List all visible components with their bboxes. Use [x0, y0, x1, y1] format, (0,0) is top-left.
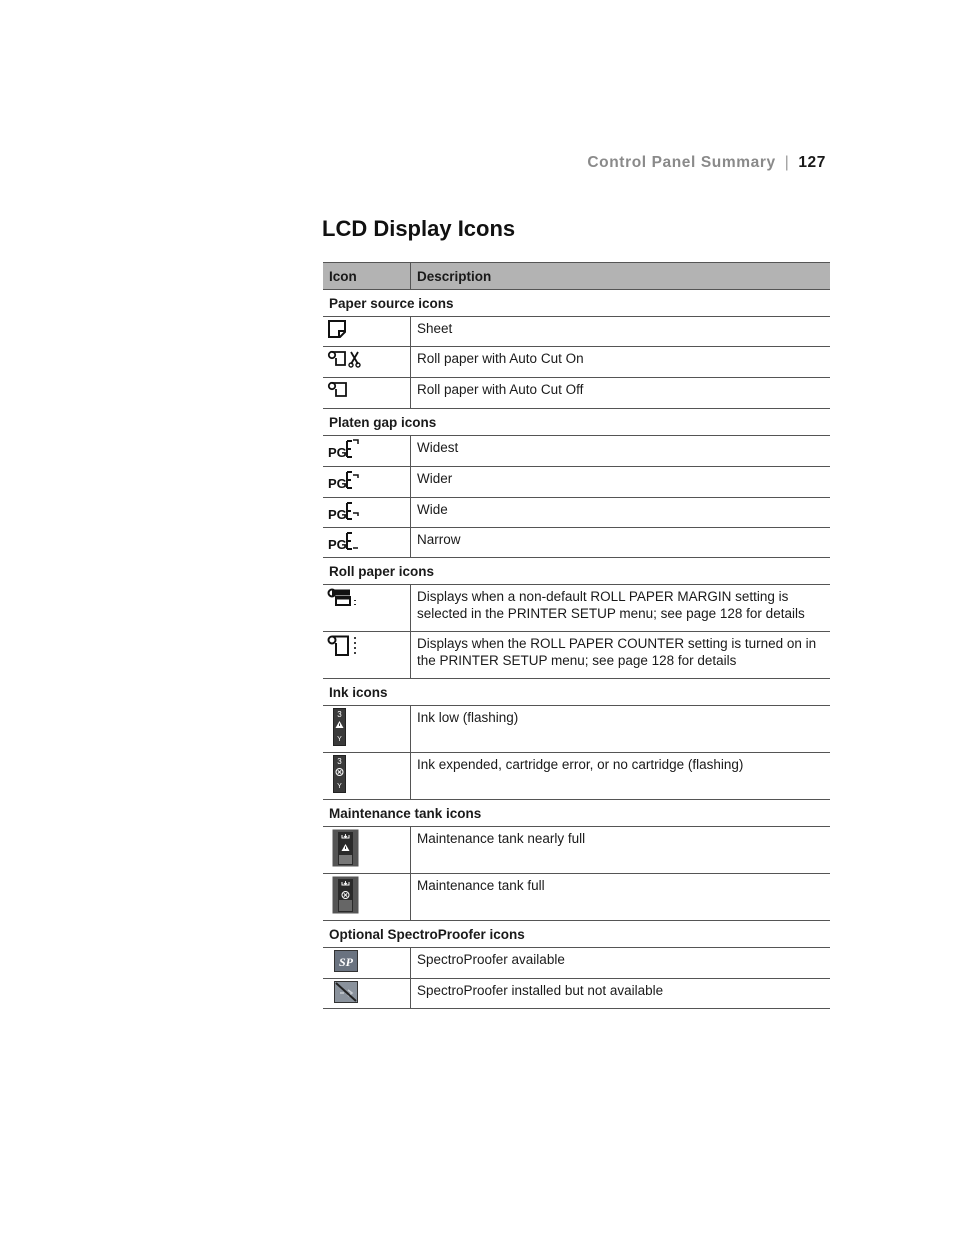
platen-gap-widest-icon	[327, 438, 406, 460]
table-header-row	[323, 263, 830, 290]
ink-slot-number: 3	[337, 757, 342, 766]
section-label: Maintenance tank icons	[323, 800, 830, 827]
spectroproofer-available-icon	[334, 950, 406, 972]
section-label: Platen gap icons	[323, 409, 830, 436]
table-row	[323, 436, 830, 467]
maintenance-tank-nearly-full-icon	[332, 829, 406, 867]
section-row	[323, 409, 830, 436]
row-description: SpectroProofer available	[411, 948, 831, 979]
row-description: Displays when the ROLL PAPER COUNTER setting is turned on in the PRINTER SETUP menu; see page 128 for details	[411, 632, 831, 679]
spectroproofer-unavailable-icon	[334, 981, 406, 1003]
row-description: Ink expended, cartridge error, or no cartridge (flashing)	[411, 753, 831, 800]
roll-paper-margin-icon	[327, 587, 406, 609]
table-row	[323, 585, 830, 632]
table-row	[323, 706, 830, 753]
icons-table	[323, 262, 830, 1009]
row-description: Roll paper with Auto Cut On	[411, 347, 831, 378]
platen-gap-narrow-icon	[327, 530, 406, 552]
table-row	[323, 317, 830, 347]
row-description: Maintenance tank full	[411, 874, 831, 921]
row-description: Sheet	[411, 317, 831, 347]
table-row	[323, 632, 830, 679]
table-row	[323, 979, 830, 1009]
table-row	[323, 948, 830, 979]
maintenance-tank-full-icon	[332, 876, 406, 914]
ink-color-letter: Y	[337, 736, 342, 743]
svg-text:PG: PG	[328, 537, 347, 552]
column-header-icon: Icon	[323, 263, 411, 290]
page-title: LCD Display Icons	[322, 216, 516, 241]
column-header-description: Description	[411, 263, 831, 290]
ink-low-icon	[333, 708, 406, 746]
ink-error-icon	[333, 755, 406, 793]
sheet-icon	[327, 319, 406, 339]
section-row	[323, 800, 830, 827]
table-row	[323, 528, 830, 558]
section-label: Optional SpectroProofer icons	[323, 921, 830, 948]
row-description: Widest	[411, 436, 831, 467]
header-separator: |	[784, 154, 790, 171]
spectroproofer-glyph: SP	[338, 955, 354, 969]
table-row	[323, 753, 830, 800]
table-row	[323, 347, 830, 378]
row-description: SpectroProofer installed but not available	[411, 979, 831, 1009]
running-header	[587, 154, 826, 172]
table-row	[323, 498, 830, 528]
section-label: Roll paper icons	[323, 558, 830, 585]
table-row	[323, 874, 830, 921]
table-row	[323, 467, 830, 498]
row-description: Wider	[411, 467, 831, 498]
roll-autocut-on-icon	[327, 349, 406, 369]
row-description: Wide	[411, 498, 831, 528]
section-row	[323, 558, 830, 585]
roll-autocut-off-icon	[327, 380, 406, 400]
platen-gap-wider-icon	[327, 469, 406, 491]
row-description: Displays when a non-default ROLL PAPER MARGIN setting is selected in the PRINTER SETUP menu; see page 128 for details	[411, 585, 831, 632]
row-description: Narrow	[411, 528, 831, 558]
page-number: 127	[798, 154, 826, 171]
svg-text:PG: PG	[328, 445, 347, 460]
svg-text:PG: PG	[328, 507, 347, 522]
section-label: Paper source icons	[323, 290, 830, 317]
section-row	[323, 921, 830, 948]
row-description: Maintenance tank nearly full	[411, 827, 831, 874]
row-description: Ink low (flashing)	[411, 706, 831, 753]
section-row	[323, 290, 830, 317]
section-title: Control Panel Summary	[587, 154, 776, 171]
table-row	[323, 827, 830, 874]
ink-color-letter: Y	[337, 783, 342, 790]
roll-paper-counter-icon	[327, 634, 406, 658]
row-description: Roll paper with Auto Cut Off	[411, 378, 831, 409]
platen-gap-wide-icon	[327, 500, 406, 522]
svg-text:PG: PG	[328, 476, 347, 491]
section-label: Ink icons	[323, 679, 830, 706]
section-row	[323, 679, 830, 706]
ink-slot-number: 3	[337, 710, 342, 719]
table-row	[323, 378, 830, 409]
